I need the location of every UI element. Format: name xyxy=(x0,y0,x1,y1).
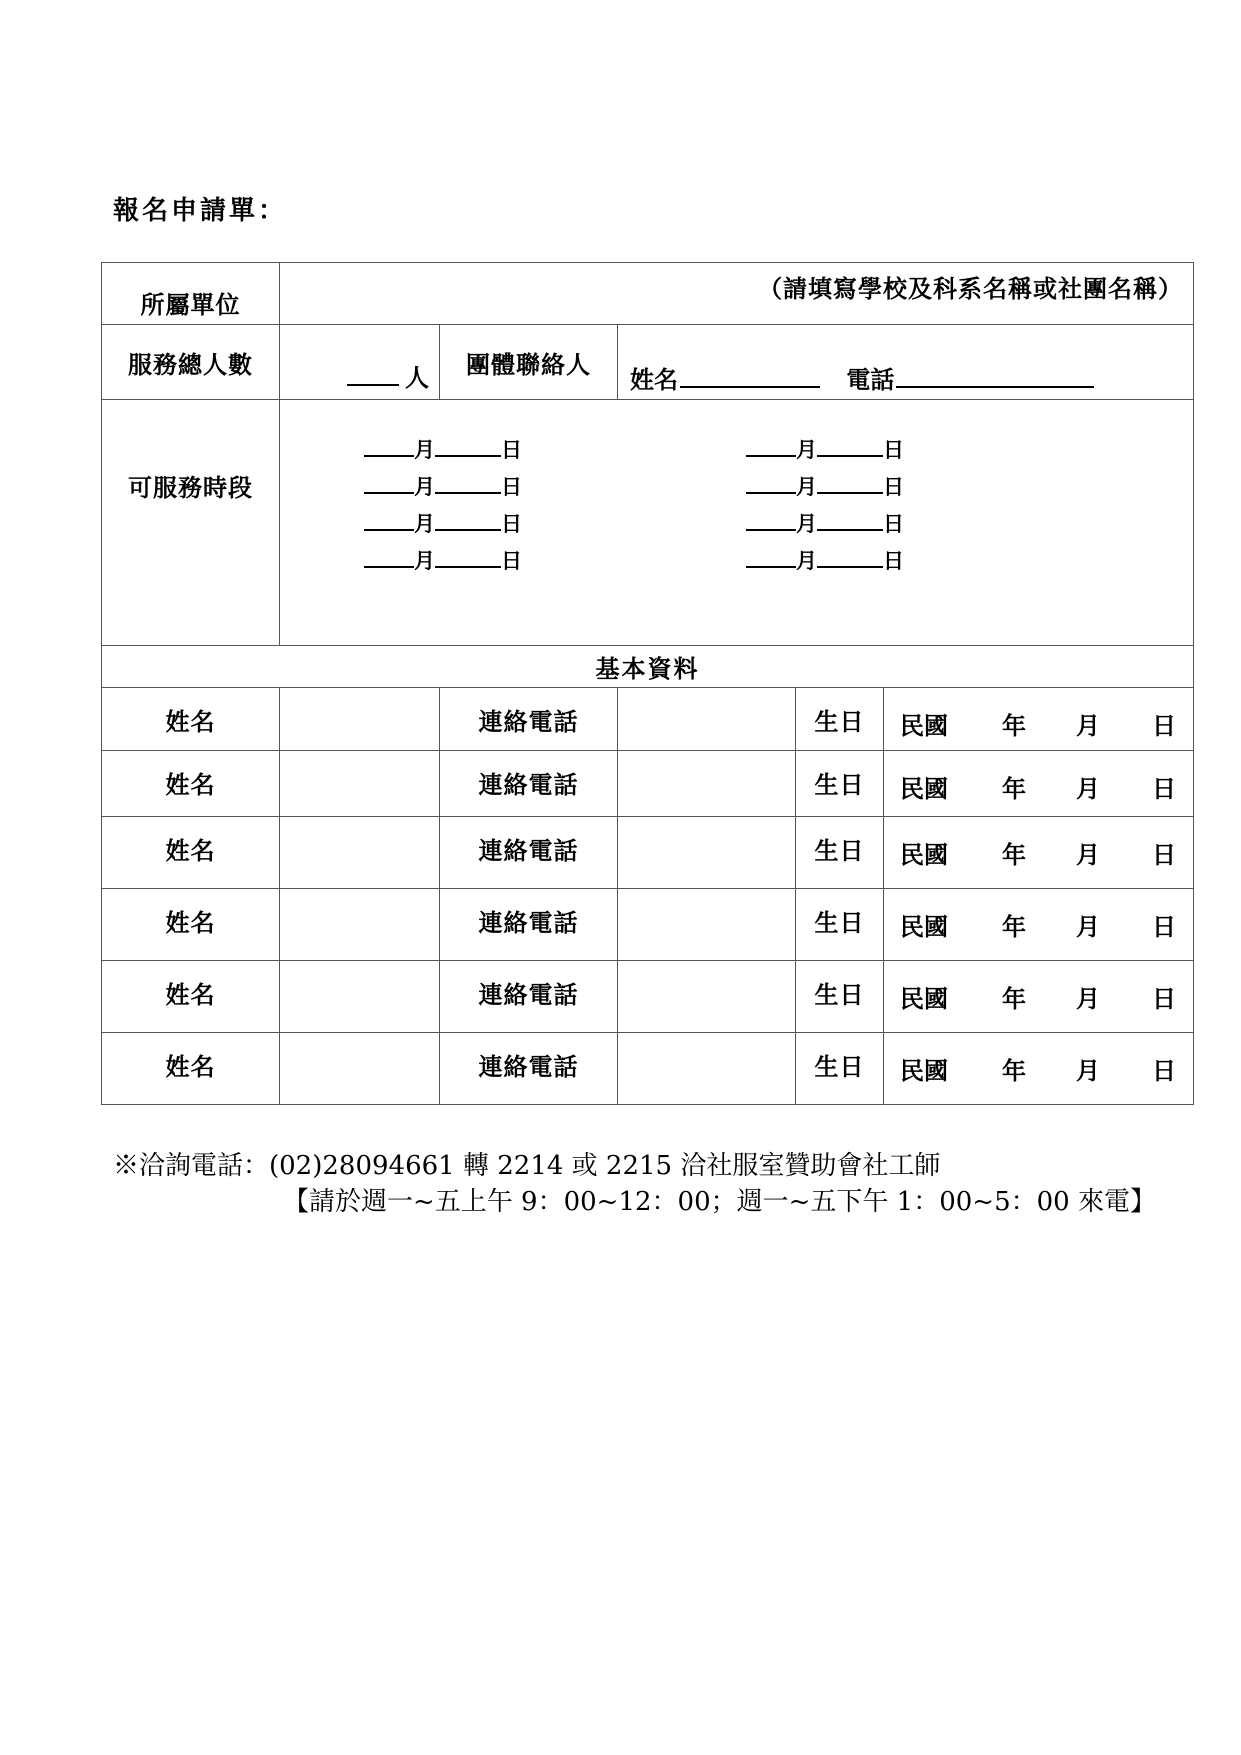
service-count-suffix: 人 xyxy=(405,363,429,392)
day-label: 日 xyxy=(1152,1056,1176,1085)
member-birthday-label: 生日 xyxy=(796,889,884,961)
member-row xyxy=(102,889,1194,961)
member-phone-label: 連絡電話 xyxy=(440,889,618,961)
month-label: 月 xyxy=(1076,711,1100,740)
member-birthday-field[interactable] xyxy=(884,688,1194,751)
member-row xyxy=(102,817,1194,889)
era-label: 民國 xyxy=(900,840,948,869)
month-label: 月 xyxy=(1076,774,1100,803)
service-count-field[interactable] xyxy=(280,325,440,400)
date-line[interactable]: 月 日 xyxy=(746,434,904,471)
member-birthday-label: 生日 xyxy=(796,1033,884,1105)
era-label: 民國 xyxy=(900,711,948,740)
member-birthday-field[interactable] xyxy=(884,817,1194,889)
year-label: 年 xyxy=(1002,1056,1026,1085)
era-label: 民國 xyxy=(900,774,948,803)
member-name-field[interactable] xyxy=(280,688,440,751)
member-phone-label: 連絡電話 xyxy=(440,688,618,751)
footer-note xyxy=(113,1148,1156,1220)
service-count-label: 服務總人數 xyxy=(102,325,280,400)
member-row xyxy=(102,1033,1194,1105)
date-line[interactable]: 月 日 xyxy=(364,545,522,582)
day-label: 日 xyxy=(1152,840,1176,869)
member-birthday-field[interactable] xyxy=(884,889,1194,961)
member-birthday-label: 生日 xyxy=(796,688,884,751)
date-line[interactable]: 月 日 xyxy=(746,471,904,508)
day-label: 日 xyxy=(1152,711,1176,740)
day-label: 日 xyxy=(1152,984,1176,1013)
member-name-field[interactable] xyxy=(280,751,440,817)
member-birthday-field[interactable] xyxy=(884,751,1194,817)
date-column-right xyxy=(746,434,904,582)
member-rows xyxy=(102,688,1194,1105)
member-birthday-label: 生日 xyxy=(796,817,884,889)
year-label: 年 xyxy=(1002,711,1026,740)
member-phone-field[interactable] xyxy=(618,1033,796,1105)
year-label: 年 xyxy=(1002,912,1026,941)
era-label: 民國 xyxy=(900,984,948,1013)
year-label: 年 xyxy=(1002,840,1026,869)
month-label: 月 xyxy=(1076,984,1100,1013)
basic-info-heading: 基本資料 xyxy=(102,646,1194,688)
day-label: 日 xyxy=(1152,912,1176,941)
contact-name-blank[interactable] xyxy=(680,366,820,388)
member-name-field[interactable] xyxy=(280,1033,440,1105)
date-line[interactable]: 月 日 xyxy=(364,508,522,545)
group-contact-field[interactable] xyxy=(618,325,1194,400)
group-contact-label: 團體聯絡人 xyxy=(440,325,618,400)
member-phone-label: 連絡電話 xyxy=(440,961,618,1033)
member-phone-field[interactable] xyxy=(618,688,796,751)
member-birthday-label: 生日 xyxy=(796,961,884,1033)
member-phone-label: 連絡電話 xyxy=(440,817,618,889)
member-name-field[interactable] xyxy=(280,817,440,889)
contact-name-label: 姓名 xyxy=(630,365,678,394)
available-time-field[interactable] xyxy=(280,400,1194,646)
era-label: 民國 xyxy=(900,1056,948,1085)
member-name-label: 姓名 xyxy=(102,751,280,817)
member-row xyxy=(102,751,1194,817)
unit-field[interactable] xyxy=(280,263,1194,325)
member-birthday-field[interactable] xyxy=(884,1033,1194,1105)
era-label: 民國 xyxy=(900,912,948,941)
member-name-field[interactable] xyxy=(280,961,440,1033)
member-name-label: 姓名 xyxy=(102,688,280,751)
member-name-label: 姓名 xyxy=(102,961,280,1033)
member-phone-field[interactable] xyxy=(618,889,796,961)
member-phone-field[interactable] xyxy=(618,751,796,817)
date-line[interactable]: 月 日 xyxy=(746,545,904,582)
day-label: 日 xyxy=(1152,774,1176,803)
unit-label: 所屬單位 xyxy=(102,263,280,325)
date-line[interactable]: 月 日 xyxy=(364,434,522,471)
contact-phone-label: 電話 xyxy=(846,365,895,394)
month-label: 月 xyxy=(1076,840,1100,869)
page-title: 報名申請單： xyxy=(113,196,288,226)
member-row xyxy=(102,961,1194,1033)
date-line[interactable]: 月 日 xyxy=(364,471,522,508)
member-row xyxy=(102,688,1194,751)
member-name-field[interactable] xyxy=(280,889,440,961)
month-label: 月 xyxy=(1076,912,1100,941)
footer-line-2: 【請於週一~五上午 9：00~12：00；週一~五下午 1：00~5：00 來電】 xyxy=(283,1187,1156,1217)
member-name-label: 姓名 xyxy=(102,817,280,889)
unit-note: （請填寫學校及科系名稱或社團名稱） xyxy=(758,274,1184,303)
member-birthday-field[interactable] xyxy=(884,961,1194,1033)
member-name-label: 姓名 xyxy=(102,889,280,961)
application-form xyxy=(101,262,1194,1105)
month-label: 月 xyxy=(1076,1056,1100,1085)
member-phone-label: 連絡電話 xyxy=(440,751,618,817)
date-line[interactable]: 月 日 xyxy=(746,508,904,545)
member-phone-field[interactable] xyxy=(618,961,796,1033)
date-column-left xyxy=(364,434,522,582)
member-birthday-label: 生日 xyxy=(796,751,884,817)
contact-phone-blank[interactable] xyxy=(896,366,1094,388)
member-phone-label: 連絡電話 xyxy=(440,1033,618,1105)
member-phone-field[interactable] xyxy=(618,817,796,889)
member-name-label: 姓名 xyxy=(102,1033,280,1105)
year-label: 年 xyxy=(1002,984,1026,1013)
footer-line-1: ※洽詢電話：(02)28094661 轉 2214 或 2215 洽社服室贊助會社工師 xyxy=(113,1151,941,1181)
available-time-label: 可服務時段 xyxy=(102,400,280,646)
year-label: 年 xyxy=(1002,774,1026,803)
